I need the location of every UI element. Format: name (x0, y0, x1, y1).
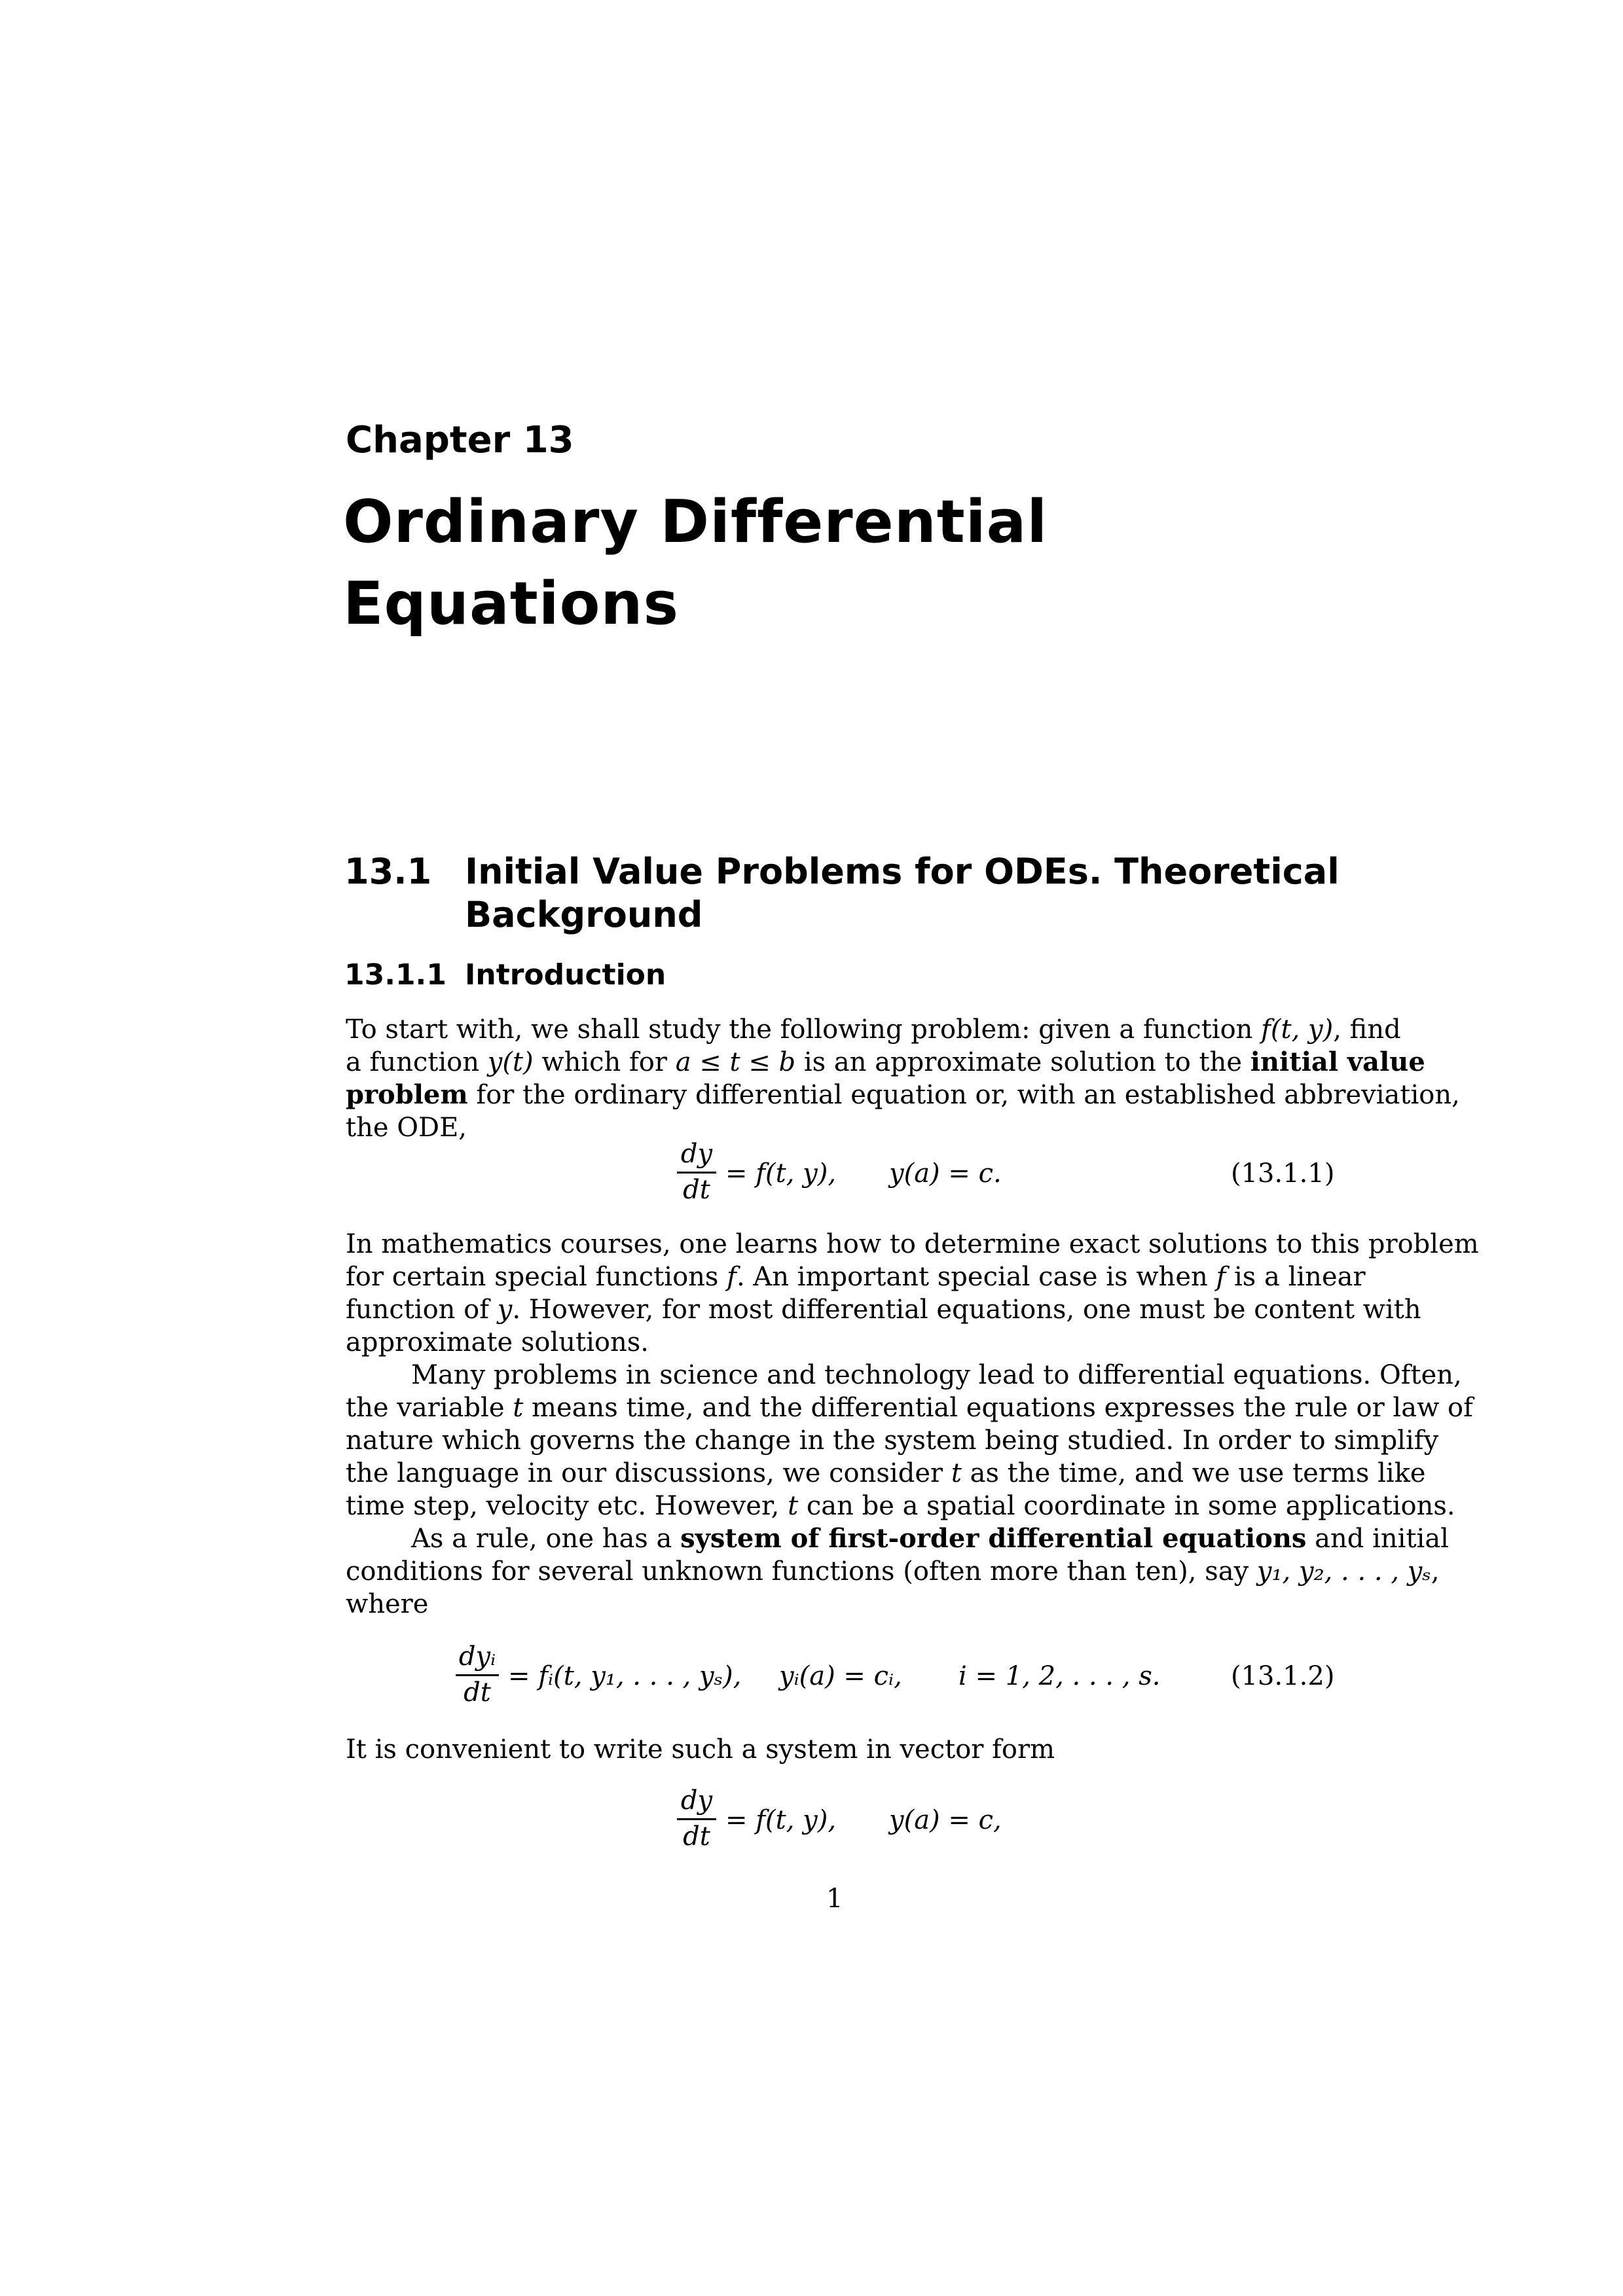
chapter-title-line-1: Ordinary Differential (343, 488, 1048, 556)
para3-line-3: nature which governs the change in the system being studied. In order to simplify (346, 1426, 1439, 1456)
section-title-line-2: Background (465, 894, 703, 935)
eq1-condition: y(a) = c. (889, 1158, 1002, 1189)
eq2-range: i = 1, 2, . . . , s. (958, 1661, 1161, 1691)
para3-line-2: the variable t means time, and the differential equations expresses the rule or law of (346, 1393, 1473, 1423)
section-number: 13.1 (344, 851, 432, 892)
fraction-bar (456, 1674, 499, 1676)
eq1-label: (13.1.1) (1231, 1158, 1335, 1189)
subsection-number: 13.1.1 (344, 958, 447, 992)
eq1-rhs: = f(t, y), (725, 1158, 837, 1189)
section-title-line-1: Initial Value Problems for ODEs. Theoretical (465, 851, 1340, 892)
para1-line-4: the ODE, (346, 1113, 467, 1143)
para2-line-3: function of y. However, for most differential equations, one must be content with (346, 1295, 1421, 1325)
eq2-fraction: dyᵢ dt (456, 1641, 499, 1708)
para1-line-3: problem for the ordinary differential equation or, with an established abbreviation, (346, 1079, 1460, 1110)
fraction-bar (677, 1172, 716, 1174)
para2-line-2: for certain special functions f. An important special case is when f is a linear (346, 1262, 1366, 1292)
para3-line-1: Many problems in science and technology lead to differential equations. Often, (411, 1360, 1462, 1390)
page-number: 1 (826, 1884, 843, 1914)
eq2-label: (13.1.2) (1231, 1661, 1335, 1691)
eq3-rhs: = f(t, y), (725, 1805, 837, 1835)
para2-line-4: approximate solutions. (346, 1327, 649, 1357)
chapter-label: Chapter 13 (346, 419, 574, 461)
para4-line-3: where (346, 1589, 429, 1619)
subsection-title: Introduction (465, 958, 666, 992)
para1-line-2: a function y(t) which for a ≤ t ≤ b is an approximate solution to the initial value (346, 1047, 1425, 1077)
eq1-fraction: dy dt (677, 1139, 716, 1205)
eq3-condition: y(a) = c, (889, 1805, 1002, 1835)
para3-line-5: time step, velocity etc. However, t can be a spatial coordinate in some applications. (346, 1491, 1455, 1521)
para3-line-4: the language in our discussions, we consider t as the time, and we use terms like (346, 1458, 1426, 1488)
eq2-rhs: = fᵢ(t, y₁, . . . , yₛ), (508, 1661, 742, 1691)
eq3-fraction: dy dt (677, 1785, 716, 1852)
fraction-bar (677, 1818, 716, 1820)
para4-line-2: conditions for several unknown functions (often more than ten), say y₁, y₂, . . . , yₛ, (346, 1556, 1440, 1587)
eq2-condition: yᵢ(a) = cᵢ, (779, 1661, 902, 1691)
para5-line-1: It is convenient to write such a system in vector form (346, 1734, 1055, 1765)
para4-line-1: As a rule, one has a system of first-order differential equations and initial (411, 1523, 1449, 1554)
para2-line-1: In mathematics courses, one learns how to determine exact solutions to this problem (346, 1229, 1479, 1259)
chapter-title-line-2: Equations (343, 569, 680, 638)
para1-line-1: To start with, we shall study the following problem: given a function f(t, y), find (346, 1014, 1401, 1045)
